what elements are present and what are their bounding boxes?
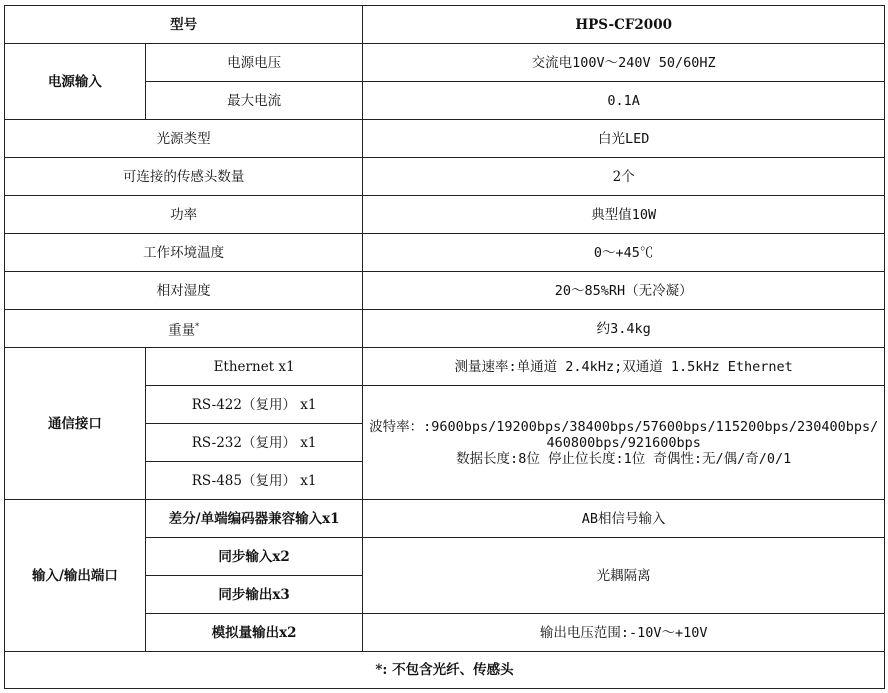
max-current-value: 0.1A	[363, 82, 885, 120]
row-encoder	[5, 500, 885, 538]
row-weight	[5, 310, 885, 348]
row-model	[5, 6, 885, 44]
row-power-voltage	[5, 44, 885, 82]
light-source-value: 白光LED	[363, 120, 885, 158]
sensor-heads-label: 可连接的传感头数量	[5, 158, 363, 196]
weight-footnote-mark: *	[195, 321, 200, 331]
temperature-value: 0～+45℃	[363, 234, 885, 272]
max-current-label: 最大电流	[145, 82, 362, 120]
rs485-label: RS-485（复用） x1	[145, 462, 362, 500]
serial-baud-line2: 460800bps/921600bps	[546, 434, 701, 451]
row-humidity	[5, 272, 885, 310]
analog-out-label: 模拟量输出x2	[145, 614, 362, 652]
footnote: *: 不包含光纤、传感头	[5, 652, 885, 689]
sync-value: 光耦隔离	[363, 538, 885, 614]
encoder-label: 差分/单端编码器兼容输入x1	[145, 500, 362, 538]
sensor-heads-value: 2个	[363, 158, 885, 196]
voltage-label: 电源电压	[145, 44, 362, 82]
model-value: HPS-CF2000	[363, 6, 885, 44]
io-group: 输入/输出端口	[5, 500, 146, 652]
row-ethernet	[5, 348, 885, 386]
comm-group: 通信接口	[5, 348, 146, 500]
serial-format-line: 数据长度:8位 停止位长度:1位 奇偶性:无/偶/奇/0/1	[456, 450, 792, 467]
temperature-label: 工作环境温度	[5, 234, 363, 272]
row-light-source	[5, 120, 885, 158]
light-source-label: 光源类型	[5, 120, 363, 158]
power-label: 功率	[5, 196, 363, 234]
sync-out-label: 同步输出x3	[145, 576, 362, 614]
analog-out-value: 输出电压范围:-10V～+10V	[363, 614, 885, 652]
row-sensor-heads	[5, 158, 885, 196]
rs422-label: RS-422（复用） x1	[145, 386, 362, 424]
power-value: 典型值10W	[363, 196, 885, 234]
row-power	[5, 196, 885, 234]
sync-in-label: 同步输入x2	[145, 538, 362, 576]
humidity-label: 相对湿度	[5, 272, 363, 310]
model-label: 型号	[5, 6, 363, 44]
spec-table	[4, 5, 885, 689]
power-input-group: 电源输入	[5, 44, 146, 120]
ethernet-value: 测量速率:单通道 2.4kHz;双通道 1.5kHz Ethernet	[363, 348, 885, 386]
humidity-value: 20～85%RH（无冷凝）	[363, 272, 885, 310]
weight-value: 约3.4kg	[363, 310, 885, 348]
ethernet-label: Ethernet x1	[145, 348, 362, 386]
encoder-value: AB相信号输入	[363, 500, 885, 538]
row-footnote	[5, 652, 885, 689]
rs232-label: RS-232（复用） x1	[145, 424, 362, 462]
serial-value	[363, 386, 885, 500]
row-temperature	[5, 234, 885, 272]
serial-baud-line1: 波特率：:9600bps/19200bps/38400bps/57600bps/115200bps/230400bps/	[369, 418, 879, 435]
weight-cell	[5, 310, 363, 348]
weight-label: 重量	[168, 322, 196, 339]
voltage-value: 交流电100V～240V 50/60HZ	[363, 44, 885, 82]
